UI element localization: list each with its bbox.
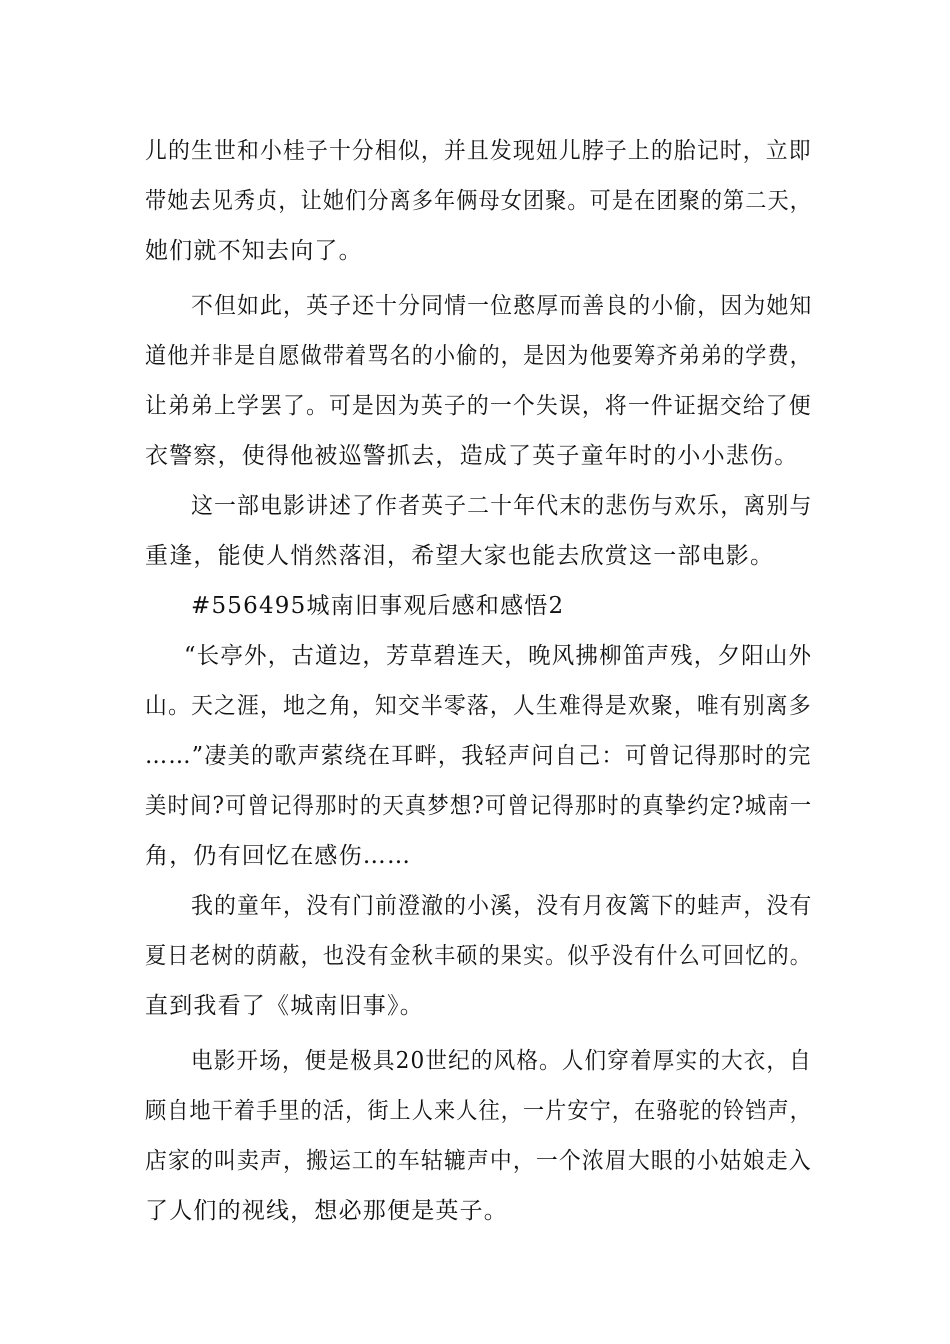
- text-line: ……”凄美的歌声萦绕在耳畔，我轻声问自己：可曾记得那时的完: [145, 743, 812, 769]
- text-line: 儿的生世和小桂子十分相似，并且发现妞儿脖子上的胎记时，立即: [145, 138, 812, 164]
- text-line: 店家的叫卖声，搬运工的车轱辘声中，一个浓眉大眼的小姑娘走入: [145, 1148, 812, 1174]
- text-line: 直到我看了《城南旧事》。: [145, 993, 424, 1019]
- text-line: 衣警察，使得他被巡警抓去，造成了英子童年时的小小悲伤。: [145, 443, 799, 469]
- text-line: 让弟弟上学罢了。可是因为英子的一个失误，将一件证据交给了便: [145, 393, 812, 419]
- text-line: 不但如此，英子还十分同情一位憨厚而善良的小偷，因为她知: [191, 293, 813, 319]
- text-line: 重逢，能使人悄然落泪，希望大家也能去欣赏这一部电影。: [145, 543, 775, 569]
- text-line: 顾自地干着手里的活，街上人来人往，一片安宁，在骆驼的铃铛声，: [145, 1098, 812, 1124]
- text-line: 这一部电影讲述了作者英子二十年代末的悲伤与欢乐，离别与: [191, 493, 813, 519]
- text-line: 带她去见秀贞，让她们分离多年俩母女团聚。可是在团聚的第二天，: [145, 188, 812, 214]
- text-line: 美时间?可曾记得那时的天真梦想?可曾记得那时的真挚约定?城南一: [145, 793, 813, 819]
- text-line: 她们就不知去向了。: [145, 238, 363, 264]
- text-line: 夏日老树的荫蔽，也没有金秋丰硕的果实。似乎没有什么可回忆的。: [145, 943, 812, 969]
- text-line: 我的童年，没有门前澄澈的小溪，没有月夜篱下的蛙声，没有: [191, 893, 813, 919]
- text-line: 山。天之涯，地之角，知交半零落，人生难得是欢聚，唯有别离多: [145, 693, 812, 719]
- text-line: 道他并非是自愿做带着骂名的小偷的，是因为他要筹齐弟弟的学费，: [145, 343, 812, 369]
- text-line: “长亭外，古道边，芳草碧连天，晚风拂柳笛声残，夕阳山外: [184, 643, 813, 669]
- section-heading: #556495城南旧事观后感和感悟2: [191, 593, 565, 619]
- text-line: 电影开场，便是极具20世纪的风格。人们穿着厚实的大衣，自: [191, 1048, 812, 1074]
- text-line: 了人们的视线，想必那便是英子。: [145, 1198, 508, 1224]
- text-line: 角，仍有回忆在感伤……: [145, 843, 412, 869]
